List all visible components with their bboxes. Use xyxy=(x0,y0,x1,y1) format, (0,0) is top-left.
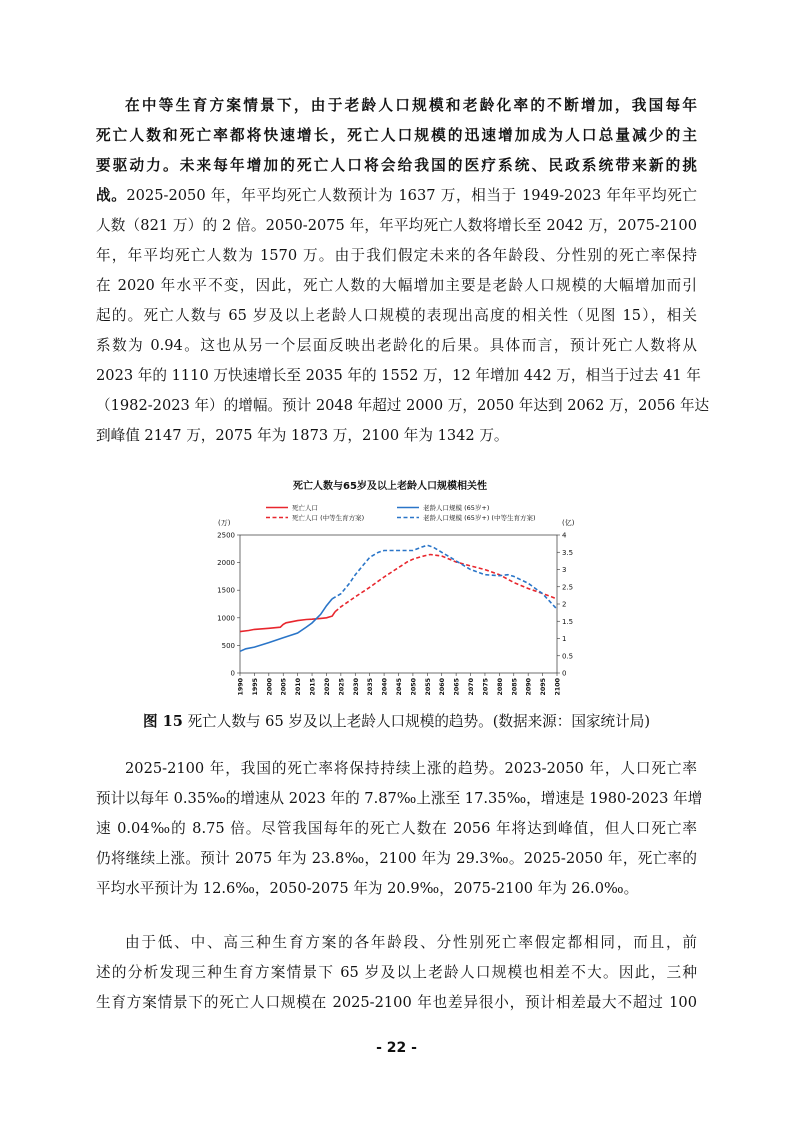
x-tick-label: 2080 xyxy=(496,678,504,696)
legend-label: 死亡人口 (中等生育方案) xyxy=(292,514,365,522)
x-tick-label: 2015 xyxy=(309,678,317,696)
legend-label: 死亡人口 xyxy=(292,504,318,512)
paragraph-3 xyxy=(96,928,697,1018)
mortality-aging-chart xyxy=(200,475,590,707)
paragraph-line xyxy=(96,91,697,121)
y-left-tick-label: 500 xyxy=(221,641,235,650)
paragraph-line xyxy=(96,181,697,211)
series-line-3 xyxy=(332,545,557,609)
y-right-tick-label: 2 xyxy=(562,600,567,609)
plain-text: （1982-2023 年）的增幅。预计 2048 年超过 2000 万，2050 年达到 2062 万，2056 年达 xyxy=(96,397,710,414)
x-tick-label: 2045 xyxy=(396,678,403,696)
x-tick-label: 2030 xyxy=(352,678,360,696)
y-left-tick-label: 1500 xyxy=(217,586,235,595)
paragraph-line: 仍将继续上涨。预计 2075 年为 23.8‰，2100 年为 29.3‰。2025-2050 年，死亡率的 xyxy=(96,850,697,867)
plain-text: 在 2020 年水平不变，因此，死亡人数的大幅增加主要是老龄人口规模的大幅增加而引 xyxy=(96,277,697,294)
x-tick-label: 2010 xyxy=(295,678,303,696)
plain-text: 到峰值 2147 万，2075 年为 1873 万，2100 年为 1342 万。 xyxy=(96,427,509,444)
series-line-1 xyxy=(335,555,557,612)
plot-frame xyxy=(240,535,557,673)
x-tick-label: 2070 xyxy=(468,678,476,696)
bold-text: 死亡人数和死亡率都将快速增长，死亡人口规模的迅速增加成为人口总量减少的主 xyxy=(96,127,697,144)
paragraph-line xyxy=(96,361,701,391)
legend-label: 老龄人口规模 (65岁+) (中等生育方案) xyxy=(423,514,536,522)
bold-text: 在中等生育方案情景下，由于老龄人口规模和老龄化率的不断增加，我国每年 xyxy=(125,97,697,114)
y-right-unit: (亿) xyxy=(562,519,575,527)
paragraph-line xyxy=(96,211,697,241)
series-line-2 xyxy=(240,599,332,652)
chart-series xyxy=(240,545,557,651)
paragraph-line: 生育方案情景下的死亡人口规模在 2025-2100 年也差异很小，预计相差最大不超过 100 xyxy=(96,994,697,1011)
x-tick-label: 2025 xyxy=(338,678,346,696)
x-tick-label: 2040 xyxy=(381,678,389,696)
paragraph-line xyxy=(96,421,697,451)
plain-text: 年，年平均死亡人数为 1570 万。由于我们假定未来的各年龄段、分性别的死亡率保持 xyxy=(96,247,697,264)
x-tick-label: 2000 xyxy=(266,678,274,696)
plain-text: 2023 年的 1110 万快速增长至 2035 年的 1552 万，12 年增加 442 万，相当于过去 41 年 xyxy=(96,367,701,384)
paragraph-line xyxy=(96,331,697,361)
plain-text: 系数为 0.94。这也从另一个层面反映出老龄化的后果。具体而言，预计死亡人数将从 xyxy=(96,337,697,354)
paragraph-2 xyxy=(96,754,703,904)
paragraph-line xyxy=(96,271,697,301)
y-right-tick-label: 3.5 xyxy=(562,548,574,557)
caption-label: 图 15 xyxy=(142,713,183,730)
caption-text: 死亡人数与 65 岁及以上老龄人口规模的趋势。(数据来源：国家统计局) xyxy=(182,713,651,730)
chart-axes xyxy=(217,532,573,696)
paragraph-line: 2025-2100 年，我国的死亡率将保持持续上涨的趋势。2023-2050 年，人口死亡率 xyxy=(125,760,697,777)
y-left-tick-label: 1000 xyxy=(217,614,235,623)
y-left-tick-label: 2500 xyxy=(217,531,235,540)
plain-text: 起的。死亡人数与 65 岁及以上老龄人口规模的表现出高度的相关性（见图 15），相关 xyxy=(96,307,697,324)
plain-text: 2025-2050 年，年平均死亡人数预计为 1637 万，相当于 1949-2023 年年平均死亡 xyxy=(126,187,697,204)
paragraph-line: 平均水平预计为 12.6‰，2050-2075 年为 20.9‰，2075-2100 年为 26.0‰。 xyxy=(96,880,639,897)
x-tick-label: 1995 xyxy=(251,678,259,696)
x-tick-label: 2085 xyxy=(511,678,519,696)
x-tick-label: 2050 xyxy=(410,678,418,696)
bold-text: 要驱动力。未来每年增加的死亡人口将会给我国的医疗系统、民政系统带来新的挑 xyxy=(96,157,697,174)
x-tick-label: 2020 xyxy=(323,678,331,696)
x-tick-label: 2060 xyxy=(439,678,447,696)
paragraph-line xyxy=(96,301,697,331)
x-tick-label: 2090 xyxy=(525,678,533,696)
plain-text: 人数（821 万）的 2 倍。2050-2075 年，年平均死亡人数将增长至 2042 万，2075-2100 xyxy=(96,217,697,234)
page-number: - 22 - xyxy=(376,1040,417,1056)
paragraph-line xyxy=(96,391,710,421)
bold-text: 战。 xyxy=(96,187,127,204)
x-tick-label: 2065 xyxy=(453,678,461,696)
x-tick-label: 2095 xyxy=(540,678,548,696)
paragraph-line xyxy=(96,151,697,181)
x-tick-label: 1990 xyxy=(237,678,245,696)
x-tick-label: 2055 xyxy=(424,678,432,696)
paragraph-line: 述的分析发现三种生育方案情景下 65 岁及以上老龄人口规模也相差不大。因此，三种 xyxy=(96,964,697,981)
paragraph-line xyxy=(96,241,697,271)
y-left-tick-label: 2000 xyxy=(217,559,235,568)
paragraph-1 xyxy=(96,91,710,451)
y-right-tick-label: 4 xyxy=(562,531,567,540)
legend-label: 老龄人口规模 (65岁+) xyxy=(423,504,490,512)
y-right-tick-label: 2.5 xyxy=(562,583,574,592)
x-tick-label: 2100 xyxy=(554,678,562,696)
figure-caption xyxy=(96,711,697,733)
paragraph-line xyxy=(96,121,697,151)
y-right-tick-label: 3 xyxy=(562,566,567,574)
y-right-tick-label: 0.5 xyxy=(562,652,574,661)
y-left-unit: (万) xyxy=(218,519,231,527)
x-tick-label: 2035 xyxy=(367,678,375,696)
y-right-tick-label: 1.5 xyxy=(562,617,574,626)
y-right-tick-label: 1 xyxy=(562,635,567,643)
y-right-tick-label: 0 xyxy=(562,669,567,678)
paragraph-line: 预计以每年 0.35‰的增速从 2023 年的 7.87‰上涨至 17.35‰，增速是 1980-2023 年增 xyxy=(96,790,703,807)
chart-title: 死亡人数与65岁及以上老龄人口规模相关性 xyxy=(293,481,487,492)
x-tick-label: 2005 xyxy=(280,678,288,696)
x-tick-label: 2075 xyxy=(482,678,490,696)
paragraph-line: 由于低、中、高三种生育方案的各年龄段、分性别死亡率假定都相同，而且，前 xyxy=(125,934,697,951)
paragraph-line: 速 0.04‰的 8.75 倍。尽管我国每年的死亡人数在 2056 年将达到峰值，但人口死亡率 xyxy=(96,820,697,837)
chart-legend xyxy=(266,503,536,522)
y-left-tick-label: 0 xyxy=(230,669,235,678)
